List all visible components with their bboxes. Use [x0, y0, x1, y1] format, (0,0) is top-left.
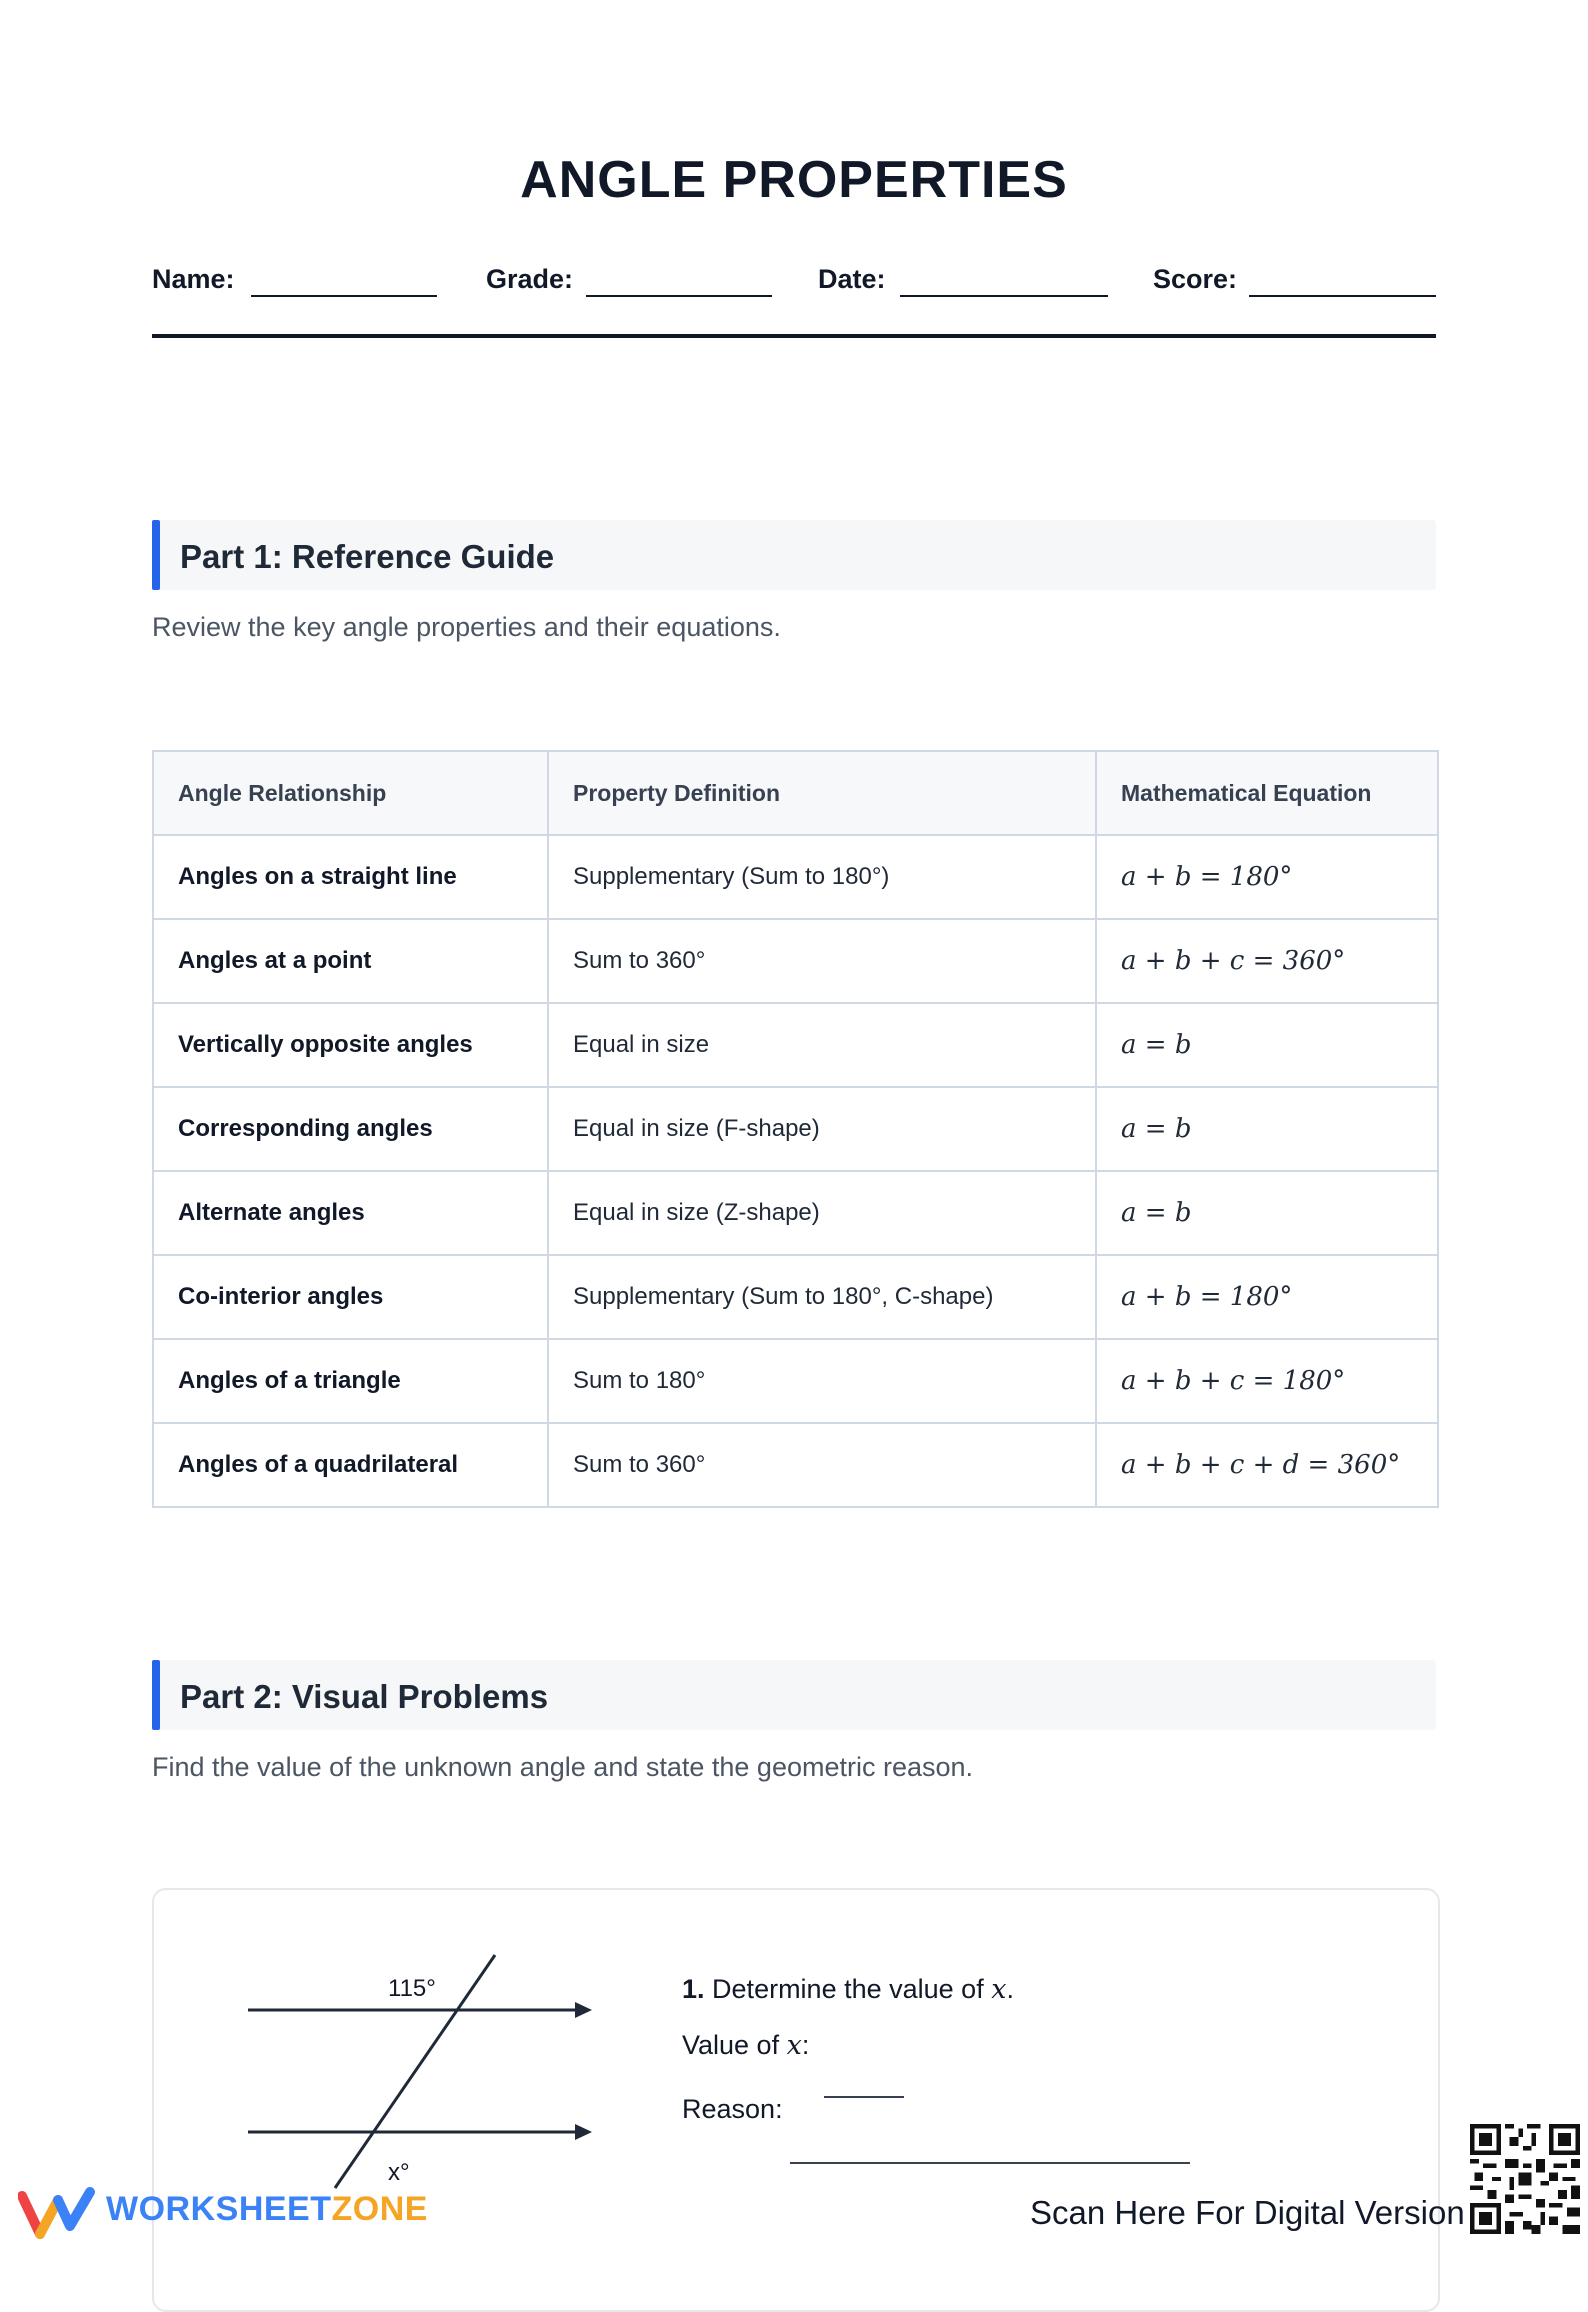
equation-cell: a = b	[1096, 1003, 1438, 1087]
qr-code-icon[interactable]	[1470, 2124, 1580, 2234]
table-row	[153, 1255, 1438, 1339]
relationship-cell: Co-interior angles	[153, 1255, 548, 1339]
grade-label: Grade:	[486, 264, 574, 294]
table-row	[153, 1171, 1438, 1255]
score-field[interactable]	[1249, 295, 1436, 297]
parallel-lines-diagram	[154, 1890, 614, 2200]
grade-field[interactable]	[586, 295, 772, 297]
date-field[interactable]	[900, 295, 1108, 297]
table-row	[153, 1423, 1438, 1507]
value-suffix: :	[801, 2030, 810, 2060]
part1-heading	[152, 520, 1436, 590]
arrow-right-icon	[575, 2002, 592, 2018]
equation-cell: a = b	[1096, 1171, 1438, 1255]
relationship-cell: Vertically opposite angles	[153, 1003, 548, 1087]
equation-cell: a + b + c = 180°	[1096, 1339, 1438, 1423]
reference-table	[152, 750, 1439, 1508]
relationship-cell: Angles at a point	[153, 919, 548, 1003]
column-header: Mathematical Equation	[1096, 751, 1438, 835]
brand-name-part1: WORKSHEET	[106, 2190, 332, 2228]
part1-heading-text: Part 1: Reference Guide	[180, 538, 555, 575]
scan-caption: Scan Here For Digital Version	[1030, 2194, 1465, 2231]
arrow-right-icon	[575, 2124, 592, 2140]
definition-cell: Supplementary (Sum to 180°)	[548, 835, 1096, 919]
relationship-cell: Angles on a straight line	[153, 835, 548, 919]
part2-heading	[152, 1660, 1436, 1730]
relationship-cell: Angles of a triangle	[153, 1339, 548, 1423]
heading-accent-bar	[152, 520, 160, 590]
page-title: ANGLE PROPERTIES	[520, 151, 1068, 209]
angle-label-unknown: x°	[388, 2159, 410, 2186]
column-header: Angle Relationship	[153, 751, 548, 835]
worksheetzone-logo-icon	[18, 2186, 98, 2242]
part2-heading-text: Part 2: Visual Problems	[180, 1678, 549, 1715]
name-field[interactable]	[251, 295, 437, 297]
reason-label: Reason:	[682, 2094, 783, 2124]
angle-label-given: 115°	[388, 1975, 436, 2002]
problem-number: 1.	[682, 1974, 705, 2004]
brand-name	[106, 2190, 428, 2229]
value-answer-field[interactable]	[824, 2096, 904, 2098]
score-label: Score:	[1153, 264, 1238, 294]
definition-cell: Sum to 360°	[548, 919, 1096, 1003]
table-row	[153, 919, 1438, 1003]
date-label: Date:	[818, 264, 886, 294]
relationship-cell: Corresponding angles	[153, 1087, 548, 1171]
student-info-row	[152, 262, 1436, 302]
equation-cell: a = b	[1096, 1087, 1438, 1171]
definition-cell: Equal in size	[548, 1003, 1096, 1087]
part1-description: Review the key angle properties and their equations.	[152, 612, 781, 642]
table-row	[153, 1339, 1438, 1423]
value-variable: x	[786, 2030, 802, 2061]
question-prefix: Determine the value of	[712, 1974, 992, 2004]
question-suffix: .	[1006, 1974, 1014, 2004]
relationship-cell: Alternate angles	[153, 1171, 548, 1255]
column-header: Property Definition	[548, 751, 1096, 835]
part2-description: Find the value of the unknown angle and state the geometric reason.	[152, 1752, 974, 1782]
problem-question	[682, 1974, 1014, 2005]
definition-cell: Equal in size (F-shape)	[548, 1087, 1096, 1171]
brand-name-part2: ZONE	[331, 2190, 428, 2228]
equation-cell: a + b + c = 360°	[1096, 919, 1438, 1003]
equation-cell: a + b = 180°	[1096, 1255, 1438, 1339]
problem-card	[152, 1888, 1440, 2312]
heading-accent-bar	[152, 1660, 160, 1730]
table-header-row	[153, 751, 1438, 835]
reason-answer-field[interactable]	[790, 2162, 1190, 2164]
table-row	[153, 835, 1438, 919]
name-label: Name:	[152, 264, 235, 294]
table-row	[153, 1087, 1438, 1171]
header-divider	[152, 334, 1436, 338]
definition-cell: Equal in size (Z-shape)	[548, 1171, 1096, 1255]
equation-cell: a + b + c + d = 360°	[1096, 1423, 1438, 1507]
equation-cell: a + b = 180°	[1096, 835, 1438, 919]
question-variable: x	[991, 1974, 1007, 2005]
definition-cell: Sum to 180°	[548, 1339, 1096, 1423]
definition-cell: Supplementary (Sum to 180°, C-shape)	[548, 1255, 1096, 1339]
definition-cell: Sum to 360°	[548, 1423, 1096, 1507]
relationship-cell: Angles of a quadrilateral	[153, 1423, 548, 1507]
value-prefix: Value of	[682, 2030, 787, 2060]
value-prompt	[682, 2030, 809, 2061]
table-row	[153, 1003, 1438, 1087]
